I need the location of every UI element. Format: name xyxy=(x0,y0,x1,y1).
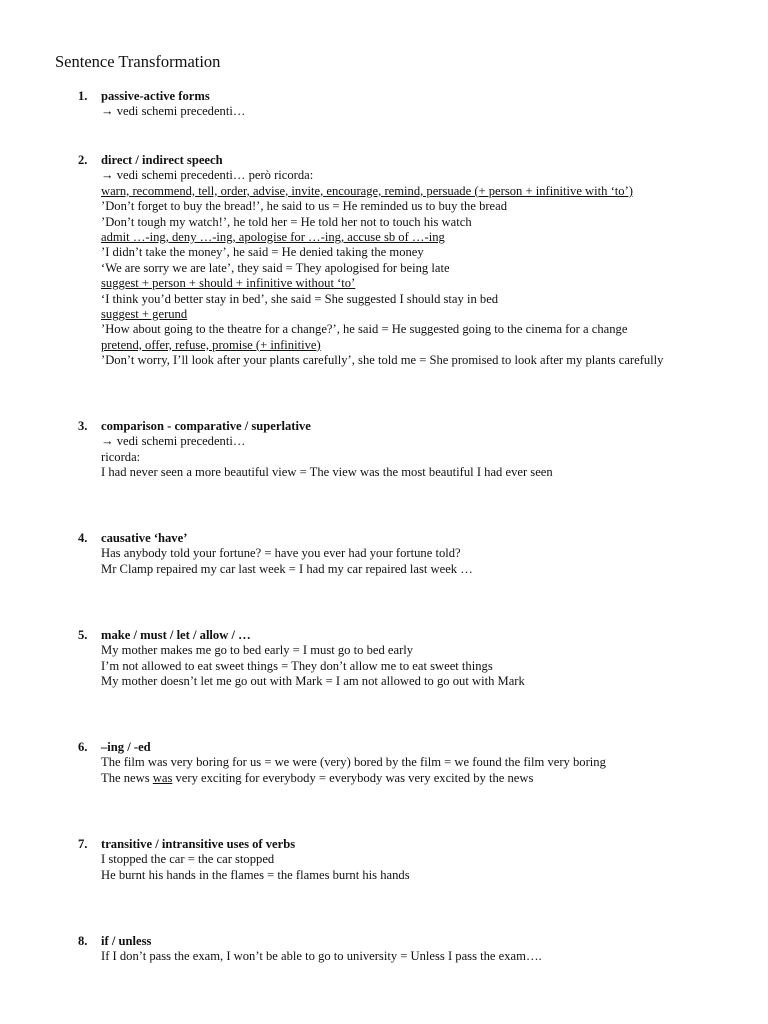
text-line: → vedi schemi precedenti… però ricorda: xyxy=(101,168,314,183)
rule-line: admit …-ing, deny …-ing, apologise for …-ing, accuse sb of …-ing xyxy=(101,229,445,244)
section-heading: direct / indirect speech xyxy=(101,153,223,167)
section-number: 3. xyxy=(78,419,88,433)
section-body xyxy=(101,934,760,965)
page-title: Sentence Transformation xyxy=(55,52,221,71)
section-body xyxy=(101,89,760,120)
section-heading: comparison - comparative / superlative xyxy=(101,419,311,433)
section-heading: causative ‘have’ xyxy=(101,531,188,545)
section-body xyxy=(101,628,760,690)
example-line: ’Don’t tough my watch!’, he told her = He told her not to touch his watch xyxy=(101,214,472,229)
example-line: I’m not allowed to eat sweet things = They don’t allow me to eat sweet things xyxy=(101,658,493,673)
section-heading: passive-active forms xyxy=(101,89,210,103)
underlined-word: was xyxy=(152,770,173,785)
text-segment: very exciting for everybody = everybody was very excited by the news xyxy=(172,770,534,785)
section-number: 1. xyxy=(78,89,88,103)
rule-line: warn, recommend, tell, order, advise, invite, encourage, remind, persuade (+ person + infinitive with ‘to’) xyxy=(101,183,633,198)
section-heading: make / must / let / allow / … xyxy=(101,628,251,642)
section-number: 7. xyxy=(78,837,88,851)
rule-line: suggest + gerund xyxy=(101,306,188,321)
section-heading: if / unless xyxy=(101,934,152,948)
example-line: ‘I think you’d better stay in bed’, she said = She suggested I should stay in bed xyxy=(101,291,499,306)
section-number: 6. xyxy=(78,740,88,754)
example-line: He burnt his hands in the flames = the flames burnt his hands xyxy=(101,867,410,882)
rule-line: suggest + person + should + infinitive without ‘to’ xyxy=(101,276,356,291)
example-line: ’I didn’t take the money’, he said = He denied taking the money xyxy=(101,245,424,260)
text-line: ricorda: xyxy=(101,449,141,464)
example-line: ‘We are sorry we are late’, they said = They apologised for being late xyxy=(101,260,450,275)
section-body xyxy=(101,531,760,577)
text-line: → vedi schemi precedenti… xyxy=(101,104,246,119)
text-line: → vedi schemi precedenti… xyxy=(101,434,246,449)
example-line: My mother makes me go to bed early = I must go to bed early xyxy=(101,643,414,658)
example-line: Mr Clamp repaired my car last week = I had my car repaired last week … xyxy=(101,561,473,576)
section-number: 8. xyxy=(78,934,88,948)
section-number: 2. xyxy=(78,153,88,167)
rule-line: pretend, offer, refuse, promise (+ infinitive) xyxy=(101,337,321,352)
example-line: ’Don’t worry, I’ll look after your plants carefully’, she told me = She promised to look after my plants carefully xyxy=(101,353,664,368)
example-line: The film was very boring for us = we were (very) bored by the film = we found the film very boring xyxy=(101,755,606,770)
example-line: My mother doesn’t let me go out with Mark = I am not allowed to go out with Mark xyxy=(101,674,525,689)
example-line: If I don’t pass the exam, I won’t be able to go to university = Unless I pass the exam…. xyxy=(101,949,542,964)
section-body xyxy=(101,837,760,883)
section-number: 5. xyxy=(78,628,88,642)
example-line xyxy=(101,771,760,786)
section-number: 4. xyxy=(78,531,88,545)
example-line: Has anybody told your fortune? = have you ever had your fortune told? xyxy=(101,546,461,561)
example-line: ’Don’t forget to buy the bread!’, he said to us = He reminded us to buy the bread xyxy=(101,199,508,214)
section-heading: transitive / intransitive uses of verbs xyxy=(101,837,296,851)
example-line: I stopped the car = the car stopped xyxy=(101,852,275,867)
example-line: ’How about going to the theatre for a change?’, he said = He suggested going to the cinema for a change xyxy=(101,322,628,337)
text-segment: The news xyxy=(101,770,153,785)
section-body xyxy=(101,419,760,481)
section-body xyxy=(101,740,760,786)
section-heading: –ing / -ed xyxy=(101,740,151,754)
section-body xyxy=(101,153,760,368)
example-line: I had never seen a more beautiful view = The view was the most beautiful I had ever seen xyxy=(101,465,553,480)
